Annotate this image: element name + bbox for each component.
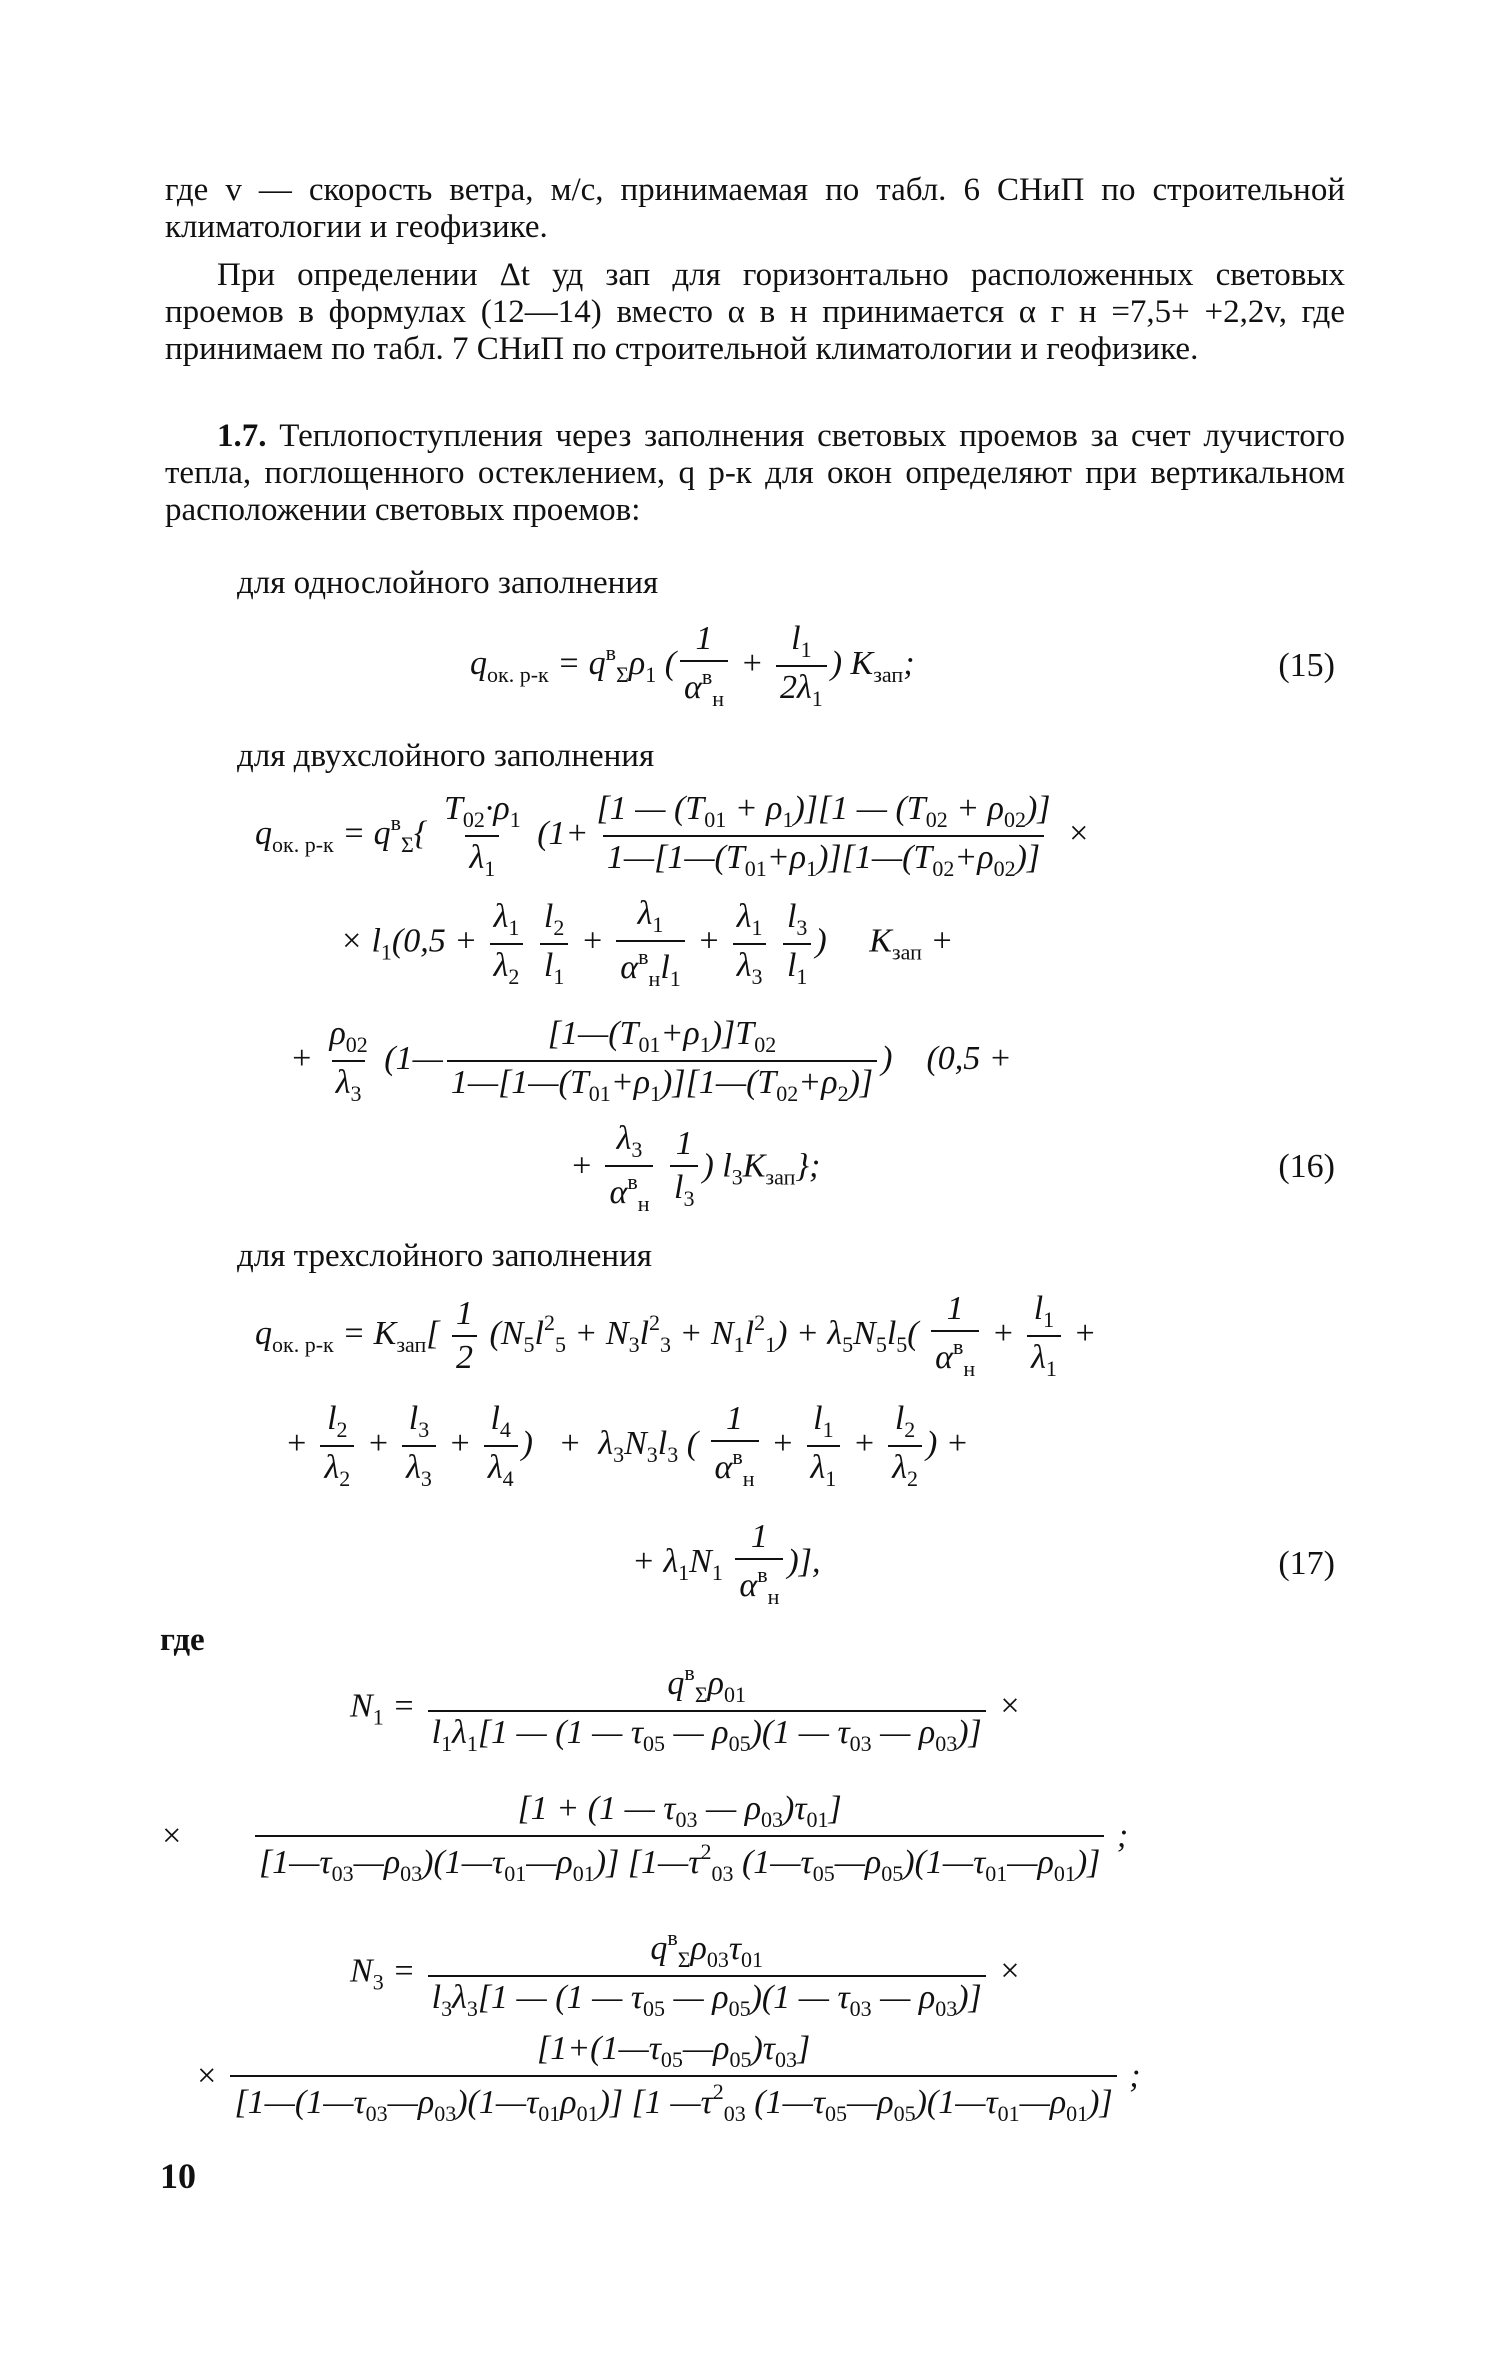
page-number: 10 — [160, 2156, 196, 2196]
section-number: 1.7. — [217, 418, 267, 454]
equation-17-line-2: + $\frac{l_2}{\lambda_2}$ + $\frac{l_3}{\lambda_3}$ + $\frac{l_4}{\lambda_4}$ ) + $\lambda_3N_3l_3$ ( $\frac{1}{\alpha^в_н}$ + $\frac{l_1}{\lambda_1}$ + $\frac{l_2}{\lambda_2}$ ) + — [285, 1400, 969, 1491]
equation-n3-line-2: × $\frac{[1+(1—\tau_{05}—\rho_{05})\tau_{03}]}{[1—(1—\tau_{03}—\rho_{03})(1—\tau_{01}\rho_{01})] [1 —\tau^2_{03} (1—\tau_{05}—\rho_{05})(1—\tau_{01}—\rho_{01})]}$ ; — [195, 2030, 1141, 2126]
equation-n3-line-1: $N_3$ = $\frac{q^в_\Sigma\rho_{03}\tau_{01}}{l_3\lambda_3[1 — (1 — \tau_{05} — \rho_{05})(1 — \tau_{03} — \rho_{03})]}$ × — [350, 1925, 1022, 2021]
paragraph-text: При определении Δt уд зап для горизонтально расположенных световых проемов в формулах (12—14) вместо α в н принимается α г н =7,5+ +2,2v, где принимаем по табл. 7 СНиП по строительной климатологии и геофизике. — [165, 257, 1345, 367]
paragraph-wind-speed — [165, 172, 1345, 246]
equation-15: $q_{ок. р-к} = q^в_\Sigma\rho_1$ ( $\frac{1}{\alpha^в_н}$ + $\frac{l_1}{2\lambda_1}$ ) $K_{зап}$; — [470, 620, 915, 711]
equation-17-line-1: $q_{ок. р-к} = K_{зап}$[ $\frac{1}{2}$ $(N_5l^2_5 + N_3l^2_3 + N_1l^2_1) + \lambda_5N_5l_5$( $\frac{1}{\alpha^в_н}$ + $\frac{l_1}{\lambda_1}$ + — [255, 1290, 1097, 1381]
equation-number-16: (16) — [1278, 1148, 1335, 1185]
paragraph-text: где v — скорость ветра, м/с, принимаемая по табл. 6 СНиП по строительной климатологии и геофизике. — [165, 172, 1345, 245]
equation-number-15: (15) — [1278, 647, 1335, 684]
equation-n1-line-1: $N_1$ = $\frac{q^в_\Sigma\rho_{01}}{l_1\lambda_1[1 — (1 — \tau_{05} — \rho_{05})(1 — \tau_{03} — \rho_{03})]}$ × — [350, 1660, 1022, 1756]
paragraph-1-7 — [165, 418, 1345, 529]
equation-16-line-4: + $\frac{\lambda_3}{\alpha^в_н}$ $\frac{1}{l_3}$ ) $l_3K_{зап}$}; — [570, 1120, 821, 1216]
equation-number-17: (17) — [1278, 1545, 1335, 1582]
label-double-layer: для двухслойного заполнения — [237, 738, 655, 774]
equation-16-line-2: × $l_1(0,5$ + $\frac{\lambda_1}{\lambda_2}$ $\frac{l_2}{l_1}$ + $\frac{\lambda_1}{\alpha^в_нl_1}$ + $\frac{\lambda_1}{\lambda_3}$ $\frac{l_3}{l_1}$ ) $K_{зап}$ + — [340, 895, 954, 991]
label-where: где — [160, 1622, 205, 1658]
equation-16-line-1: $q_{ок. р-к} = q^в_\Sigma${ $\frac{T_{02}\cdot\rho_1}{\lambda_1}$ (1+ $\frac{[1 — (T_{01} + \rho_1)][1 — (T_{02} + \rho_{02})]}{1—[1—(T_{01}+\rho_1)][1—(T_{02}+\rho_{02})]}$ × — [255, 790, 1090, 881]
label-single-layer: для однослойного заполнения — [237, 565, 659, 601]
paragraph-horizontal-openings — [165, 257, 1345, 368]
paragraph-text: Теплопоступления через заполнения световых проемов за счет лучистого тепла, поглощенного остеклением, q р-к для окон определяют при вертикальном расположении световых проемов: — [165, 418, 1345, 528]
equation-n1-line-2: × $\frac{[1 + (1 — \tau_{03} — \rho_{03})\tau_{01}]}{[1—\tau_{03}—\rho_{03})(1—\tau_{01}—\rho_{01})] [1—\tau^2_{03} (1—\tau_{05}—\rho_{05})(1—\tau_{01}—\rho_{01})]}$ ; — [160, 1790, 1129, 1886]
label-triple-layer: для трехслойного заполнения — [237, 1238, 652, 1274]
equation-17-line-3: + $\lambda_1N_1$ $\frac{1}{\alpha^в_н}$ )], — [632, 1518, 821, 1609]
eq15-text — [0, 0, 1, 1]
equation-16-line-3: + $\frac{\rho_{02}}{\lambda_3}$ (1— $\frac{[1—(T_{01}+\rho_1)]T_{02}}{1—[1—(T_{01}+\rho_1)][1—(T_{02}+\rho_2)]}$ ) (0,5 + — [290, 1015, 1012, 1106]
